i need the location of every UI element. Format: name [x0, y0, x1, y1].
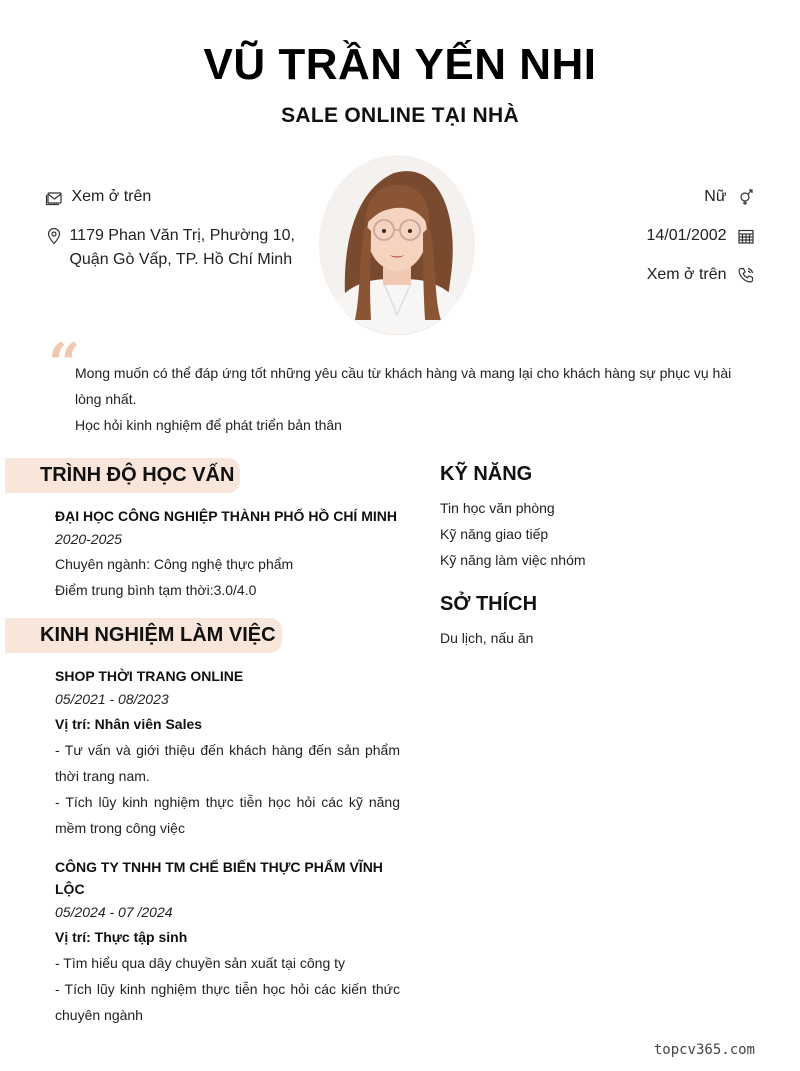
job-bullet: - Tích lũy kinh nghiệm thực tiễn học hỏi các kiến thức chuyên ngành: [55, 981, 400, 1023]
phone-row: [647, 263, 755, 287]
calendar-icon: [737, 227, 755, 245]
education-gpa: Điểm trung bình tạm thời:3.0/4.0: [55, 582, 257, 598]
objective-line-2: Học hỏi kinh nghiệm để phát triển bản thân: [75, 417, 342, 433]
job-period: 05/2021 - 08/2023: [55, 691, 169, 707]
job-position: Vị trí: Nhân viên Sales: [55, 716, 203, 732]
profile-photo: [319, 155, 475, 335]
skill-item: Kỹ năng làm việc nhóm: [440, 552, 586, 568]
career-objective: [75, 360, 735, 438]
experience-heading: KINH NGHIỆM LÀM VIỆC: [5, 618, 282, 653]
job-bullet: - Tư vấn và giới thiệu đến khách hàng đến sản phẩm thời trang nam.: [55, 742, 400, 784]
location-pin-icon: [45, 227, 63, 245]
hobbies-text: Du lịch, nấu ăn: [440, 630, 534, 646]
skill-item: Kỹ năng giao tiếp: [440, 526, 549, 542]
job-position: Vị trí: Thực tập sinh: [55, 929, 188, 945]
school-name: ĐẠI HỌC CÔNG NGHIỆP THÀNH PHỐ HỒ CHÍ MINH: [55, 508, 397, 524]
phone-icon: [737, 266, 755, 284]
experience-item: [55, 856, 400, 1028]
education-period: 2020-2025: [55, 531, 122, 547]
job-bullet: - Tìm hiểu qua dây chuyền sản xuất tại công ty: [55, 955, 346, 971]
company-name: CÔNG TY TNHH TM CHẾ BIẾN THỰC PHẨM VĨNH LỘC: [55, 859, 383, 897]
email-text: Xem ở trên: [71, 188, 152, 205]
education-block: [55, 505, 400, 603]
job-title: SALE ONLINE TẠI NHÀ: [281, 104, 519, 127]
company-name: SHOP THỜI TRANG ONLINE: [55, 668, 244, 684]
birthday-row: [646, 224, 755, 248]
candidate-name: VŨ TRẦN YẾN NHI: [203, 40, 597, 89]
education-major: Chuyên ngành: Công nghệ thực phẩm: [55, 556, 294, 572]
job-bullet: - Tích lũy kinh nghiệm thực tiễn học hỏi các kỹ năng mềm trong công việc: [55, 794, 400, 836]
hobbies-heading: SỞ THÍCH: [440, 593, 538, 615]
skill-item: Tin học văn phòng: [440, 500, 555, 516]
phone-text: Xem ở trên: [646, 266, 727, 283]
gender-row: [704, 185, 755, 209]
skills-list: [440, 495, 586, 573]
skills-heading: KỸ NĂNG: [440, 463, 533, 485]
job-period: 05/2024 - 07 /2024: [55, 904, 173, 920]
address-row: [45, 224, 295, 272]
quote-icon: “: [48, 331, 81, 397]
objective-line-1: Mong muốn có thể đáp ứng tốt những yêu cầu từ khách hàng và mang lại cho khách hàng sự phục vụ hài lòng nhất.: [75, 365, 732, 407]
birthday-text: 14/01/2002: [646, 227, 727, 244]
email-row: [45, 185, 151, 209]
mail-icon: [45, 188, 63, 206]
address-line-1: 1179 Phan Văn Trị, Phường 10,: [69, 227, 295, 244]
address-line-2: Quận Gò Vấp, TP. Hồ Chí Minh: [69, 251, 293, 268]
experience-item: [55, 665, 400, 841]
footer-watermark: topcv365.com: [653, 1042, 755, 1058]
gender-text: Nữ: [704, 188, 727, 205]
gender-icon: [737, 188, 755, 206]
education-heading: TRÌNH ĐỘ HỌC VẤN: [5, 458, 240, 493]
